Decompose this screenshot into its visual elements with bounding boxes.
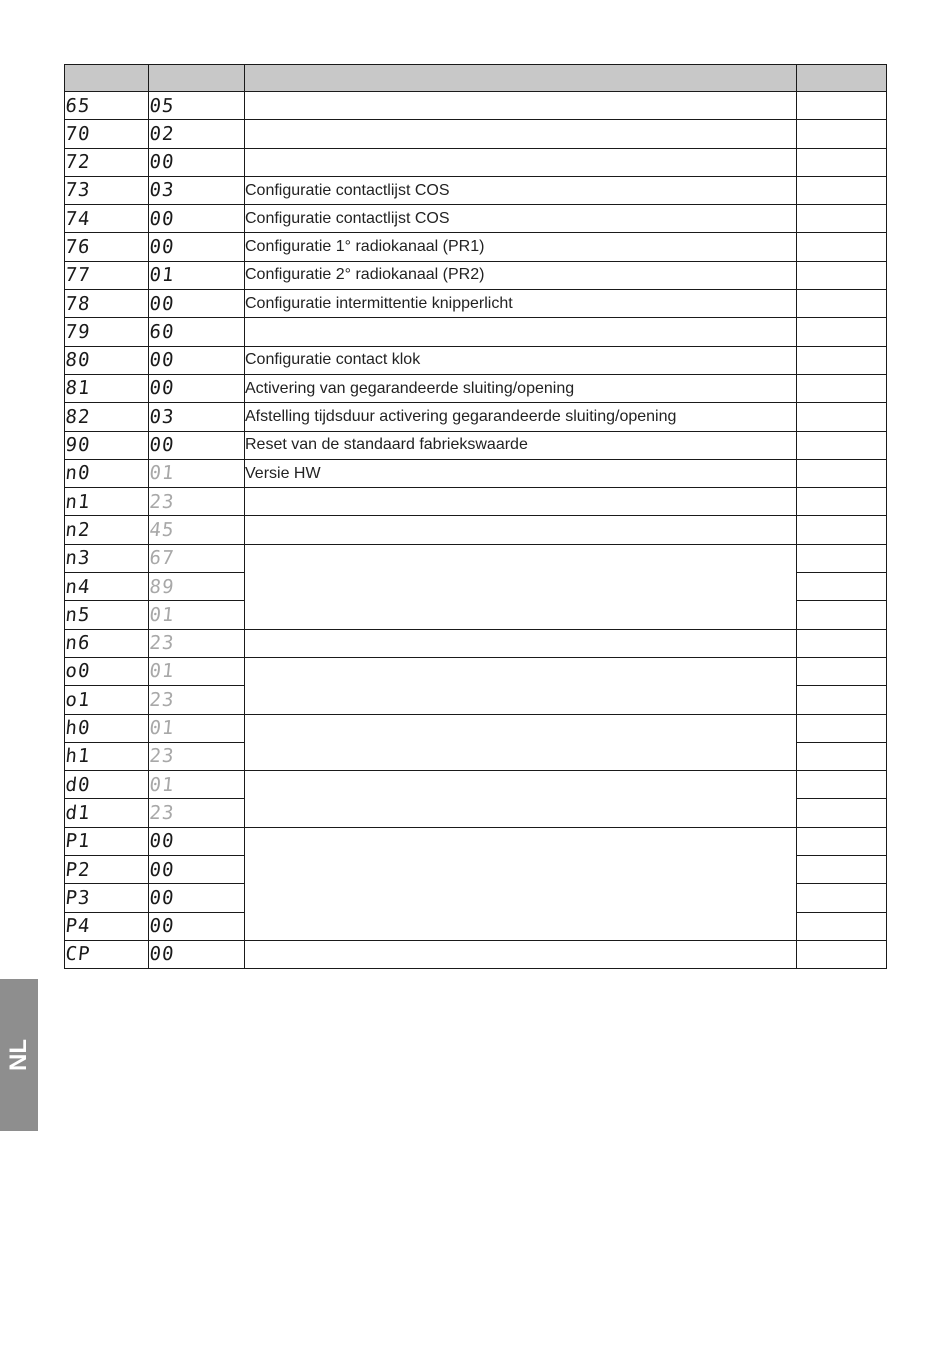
empty-cell [797,148,887,176]
parameter-code: n3 [63,544,150,572]
language-tab [0,979,38,1131]
empty-cell [797,884,887,912]
table-row [65,940,887,968]
parameter-code: n1 [63,488,150,516]
parameter-code: 65 [63,92,150,120]
parameter-value: 00 [147,940,246,968]
parameter-value: 00 [147,912,246,940]
parameter-value: 00 [147,374,246,402]
parameter-description [245,657,797,714]
table-row [65,205,887,233]
parameter-value: 23 [147,742,246,770]
empty-cell [797,403,887,431]
parameter-value: 00 [147,856,246,884]
parameter-description [245,714,797,771]
parameter-description: Configuratie 2° radiokanaal (PR2) [245,261,797,289]
parameter-value: 01 [147,601,246,629]
parameter-value: 00 [147,431,246,459]
empty-cell [797,827,887,855]
parameter-description [245,544,797,629]
parameter-value: 67 [147,544,246,572]
table-row [65,261,887,289]
empty-cell [797,176,887,204]
table-row [65,233,887,261]
parameter-description [245,940,797,968]
parameter-code: h0 [63,714,150,742]
parameter-value: 01 [147,657,246,685]
parameter-code: n0 [63,459,150,487]
table-row [65,92,887,120]
parameter-value: 02 [147,120,246,148]
header-cell [65,65,149,92]
parameter-value: 00 [147,205,246,233]
parameter-description: Activering van gegarandeerde sluiting/opening [245,374,797,402]
parameter-description [245,318,797,346]
parameter-value: 23 [147,686,246,714]
table-row [65,403,887,431]
parameter-code: P1 [63,827,150,855]
table-row [65,318,887,346]
parameter-value: 23 [147,799,246,827]
parameter-value: 45 [147,516,246,544]
table-row [65,657,887,685]
parameter-code: 79 [63,318,150,346]
table-row [65,771,887,799]
parameter-code: 82 [63,403,150,431]
parameter-code: o0 [63,657,150,685]
parameter-code: P4 [63,912,150,940]
parameter-code: d1 [63,799,150,827]
parameter-value: 00 [147,827,246,855]
parameter-code: o1 [63,686,150,714]
table-row [65,459,887,487]
table-header-row [65,65,887,92]
parameter-description [245,120,797,148]
empty-cell [797,261,887,289]
table-row [65,516,887,544]
table-row [65,544,887,572]
parameter-code: 81 [63,374,150,402]
empty-cell [797,629,887,657]
empty-cell [797,318,887,346]
table-row [65,120,887,148]
parameter-code: 74 [63,205,150,233]
empty-cell [797,459,887,487]
empty-cell [797,714,887,742]
parameter-code: 77 [63,261,150,289]
parameter-description: Configuratie contactlijst COS [245,176,797,204]
header-cell [245,65,797,92]
parameter-code: 78 [63,290,150,318]
empty-cell [797,940,887,968]
parameter-value: 01 [147,771,246,799]
table-row [65,374,887,402]
parameter-value: 03 [147,176,246,204]
parameter-code: 73 [63,176,150,204]
table-body [65,92,887,969]
parameter-code: h1 [63,742,150,770]
parameter-value: 60 [147,318,246,346]
parameter-description [245,92,797,120]
parameter-description [245,516,797,544]
table-row [65,629,887,657]
empty-cell [797,488,887,516]
parameter-description [245,771,797,828]
empty-cell [797,657,887,685]
parameter-description [245,629,797,657]
parameter-value: 03 [147,403,246,431]
parameter-code: n4 [63,573,150,601]
empty-cell [797,573,887,601]
parameter-code: 90 [63,431,150,459]
parameter-value: 00 [147,148,246,176]
empty-cell [797,742,887,770]
empty-cell [797,516,887,544]
parameter-code: 80 [63,346,150,374]
header-cell [149,65,245,92]
parameter-value: 00 [147,233,246,261]
table-row [65,827,887,855]
empty-cell [797,205,887,233]
parameter-description: Versie HW [245,459,797,487]
parameter-description: Configuratie 1° radiokanaal (PR1) [245,233,797,261]
table-row [65,488,887,516]
empty-cell [797,912,887,940]
empty-cell [797,686,887,714]
table-row [65,431,887,459]
parameter-description: Configuratie contact klok [245,346,797,374]
parameter-description: Reset van de standaard fabriekswaarde [245,431,797,459]
empty-cell [797,856,887,884]
parameter-description: Configuratie contactlijst COS [245,205,797,233]
empty-cell [797,799,887,827]
parameter-value: 00 [147,346,246,374]
parameter-code: P2 [63,856,150,884]
table-row [65,346,887,374]
empty-cell [797,431,887,459]
table-row [65,714,887,742]
parameter-value: 23 [147,629,246,657]
parameter-description: Configuratie intermittentie knipperlicht [245,290,797,318]
empty-cell [797,771,887,799]
parameter-value: 01 [147,261,246,289]
language-tab-label: NL [5,1039,32,1071]
parameter-value: 00 [147,290,246,318]
table-row [65,176,887,204]
parameter-value: 01 [147,714,246,742]
empty-cell [797,346,887,374]
empty-cell [797,601,887,629]
table-row [65,290,887,318]
empty-cell [797,544,887,572]
parameter-value: 23 [147,488,246,516]
parameter-description: Afstelling tijdsduur activering gegarandeerde sluiting/opening [245,403,797,431]
parameter-code: n5 [63,601,150,629]
parameter-description [245,488,797,516]
parameter-code: n2 [63,516,150,544]
parameter-value: 89 [147,573,246,601]
parameter-table [64,64,887,969]
parameter-code: 70 [63,120,150,148]
parameter-value: 01 [147,459,246,487]
parameter-code: d0 [63,771,150,799]
empty-cell [797,92,887,120]
empty-cell [797,233,887,261]
parameter-value: 00 [147,884,246,912]
empty-cell [797,290,887,318]
parameter-description [245,827,797,940]
parameter-description [245,148,797,176]
parameter-code: n6 [63,629,150,657]
parameter-value: 05 [147,92,246,120]
parameter-code: CP [63,940,150,968]
empty-cell [797,120,887,148]
parameter-code: 76 [63,233,150,261]
table-row [65,148,887,176]
empty-cell [797,374,887,402]
parameter-code: 72 [63,148,150,176]
header-cell [797,65,887,92]
parameter-code: P3 [63,884,150,912]
